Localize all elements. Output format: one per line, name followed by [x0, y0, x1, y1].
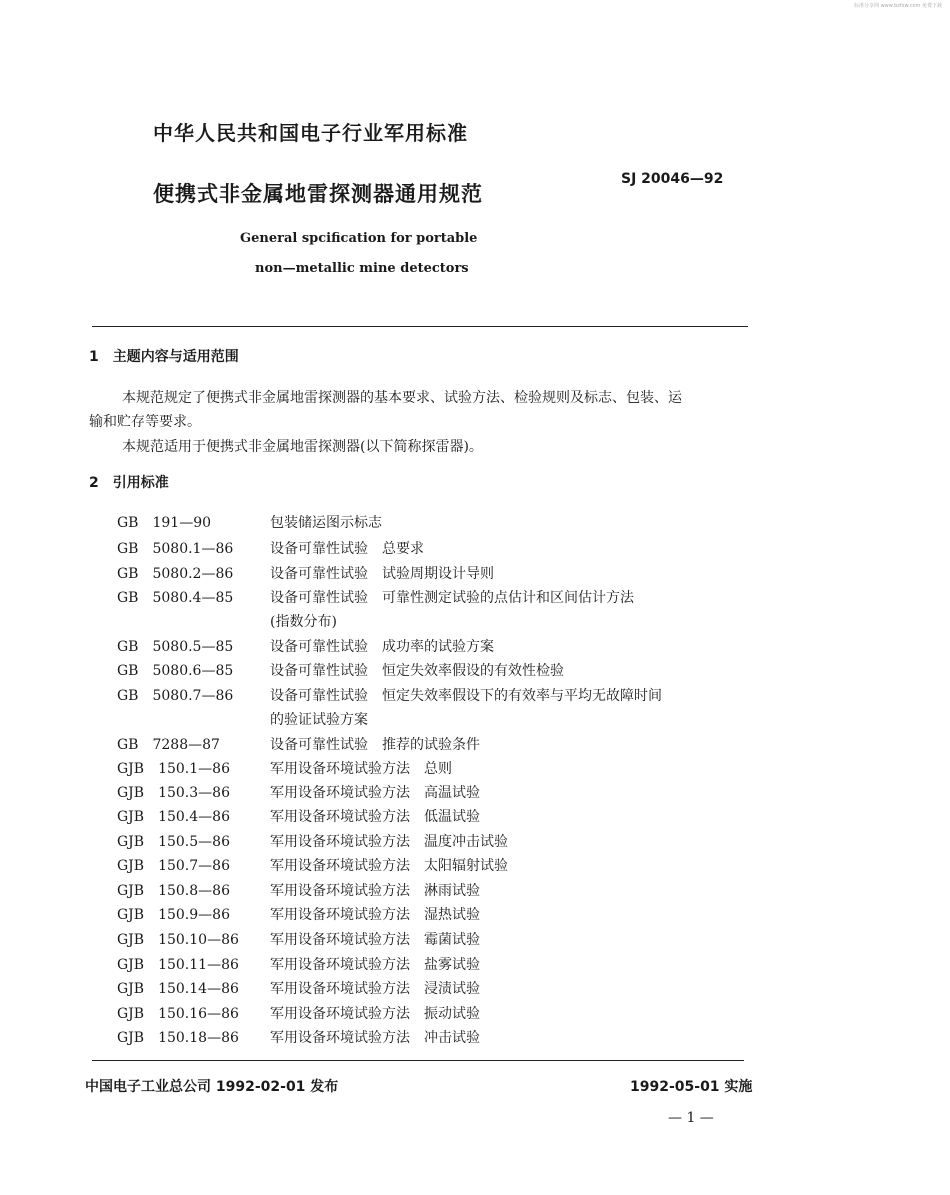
reference-row: [0, 904, 950, 926]
reference-code: GJB 150.1—86: [117, 761, 230, 777]
reference-title: 设备可靠性试验 推荐的试验条件: [270, 737, 480, 753]
reference-title: 设备可靠性试验 恒定失效率假设的有效性检验: [270, 663, 564, 679]
reference-row: [0, 1003, 950, 1025]
reference-row: [0, 660, 950, 682]
reference-title-continued: 的验证试验方案: [270, 712, 368, 728]
footer-rule: [92, 1060, 744, 1061]
reference-code: GJB 150.18—86: [117, 1030, 239, 1046]
reference-code: GB 5080.2—86: [117, 566, 234, 582]
english-title-line-1: General spcification for portable: [240, 231, 478, 246]
reference-code: GJB 150.4—86: [117, 809, 230, 825]
section-2-heading: 2 引用标准: [89, 475, 169, 491]
reference-title: 设备可靠性试验 成功率的试验方案: [270, 639, 494, 655]
reference-title-continued: (指数分布): [270, 614, 337, 630]
reference-title: 军用设备环境试验方法 湿热试验: [270, 907, 480, 923]
reference-row: [0, 954, 950, 976]
section-1-paragraph-2: 本规范适用于便携式非金属地雷探测器(以下简称探雷器)。: [122, 439, 483, 455]
reference-row: [0, 978, 950, 1000]
reference-row: [0, 782, 950, 804]
reference-title: 军用设备环境试验方法 淋雨试验: [270, 883, 480, 899]
reference-row: [0, 831, 950, 853]
english-title-line-2: non—metallic mine detectors: [255, 261, 469, 276]
reference-row: [0, 734, 950, 756]
reference-row: [0, 587, 950, 630]
header-rule: [92, 326, 748, 327]
reference-row: [0, 563, 950, 585]
reference-code: GB 5080.7—86: [117, 688, 234, 704]
reference-code: GB 191—90: [117, 515, 212, 531]
reference-title: 军用设备环境试验方法 温度冲击试验: [270, 834, 508, 850]
reference-title: 军用设备环境试验方法 低温试验: [270, 809, 480, 825]
reference-code: GJB 150.3—86: [117, 785, 230, 801]
section-1-paragraph-1-line-2: 输和贮存等要求。: [89, 414, 201, 430]
reference-code: GJB 150.10—86: [117, 932, 239, 948]
reference-title: 设备可靠性试验 恒定失效率假设下的有效率与平均无故障时间: [270, 688, 662, 704]
section-1-heading: 1 主题内容与适用范围: [89, 349, 239, 365]
reference-title: 军用设备环境试验方法 总则: [270, 761, 452, 777]
reference-title: 军用设备环境试验方法 太阳辐射试验: [270, 858, 508, 874]
section-1-paragraph-1-line-1: 本规范规定了便携式非金属地雷探测器的基本要求、试验方法、检验规则及标志、包装、运: [122, 390, 682, 406]
reference-code: GB 7288—87: [117, 737, 220, 753]
reference-title: 军用设备环境试验方法 振动试验: [270, 1006, 480, 1022]
reference-title: 包装储运图示标志: [270, 515, 382, 531]
reference-row: [0, 758, 950, 780]
reference-row: [0, 855, 950, 877]
reference-title: 军用设备环境试验方法 冲击试验: [270, 1030, 480, 1046]
reference-code: GJB 150.16—86: [117, 1006, 239, 1022]
reference-row: [0, 636, 950, 658]
reference-code: GJB 150.11—86: [117, 957, 239, 973]
corner-watermark: 标准分享网 www.bzfxw.com 免费下载: [854, 3, 942, 9]
document-title: 便携式非金属地雷探测器通用规范: [153, 182, 483, 206]
reference-row: [0, 806, 950, 828]
reference-code: GJB 150.5—86: [117, 834, 230, 850]
reference-row: [0, 1027, 950, 1049]
reference-code: GB 5080.1—86: [117, 541, 234, 557]
reference-row: [0, 880, 950, 902]
reference-title: 设备可靠性试验 总要求: [270, 541, 424, 557]
reference-title: 设备可靠性试验 试验周期设计导则: [270, 566, 494, 582]
reference-code: GB 5080.4—85: [117, 590, 234, 606]
reference-code: GJB 150.7—86: [117, 858, 230, 874]
reference-code: GB 5080.6—85: [117, 663, 234, 679]
reference-title: 军用设备环境试验方法 浸渍试验: [270, 981, 480, 997]
reference-row: [0, 929, 950, 951]
reference-title: 军用设备环境试验方法 霉菌试验: [270, 932, 480, 948]
reference-code: GJB 150.9—86: [117, 907, 230, 923]
issue-statement: 中国电子工业总公司 1992-02-01 发布: [85, 1079, 339, 1095]
reference-title: 军用设备环境试验方法 高温试验: [270, 785, 480, 801]
reference-row: [0, 685, 950, 728]
effective-date: 1992-05-01 实施: [630, 1079, 753, 1095]
standard-number: SJ 20046—92: [621, 171, 724, 187]
org-title: 中华人民共和国电子行业军用标准: [153, 121, 468, 145]
page-number: — 1 —: [668, 1110, 714, 1126]
reference-code: GJB 150.8—86: [117, 883, 230, 899]
reference-row: [0, 538, 950, 560]
reference-code: GB 5080.5—85: [117, 639, 234, 655]
reference-title: 军用设备环境试验方法 盐雾试验: [270, 957, 480, 973]
reference-code: GJB 150.14—86: [117, 981, 239, 997]
reference-title: 设备可靠性试验 可靠性测定试验的点估计和区间估计方法: [270, 590, 634, 606]
reference-row: [0, 512, 950, 534]
